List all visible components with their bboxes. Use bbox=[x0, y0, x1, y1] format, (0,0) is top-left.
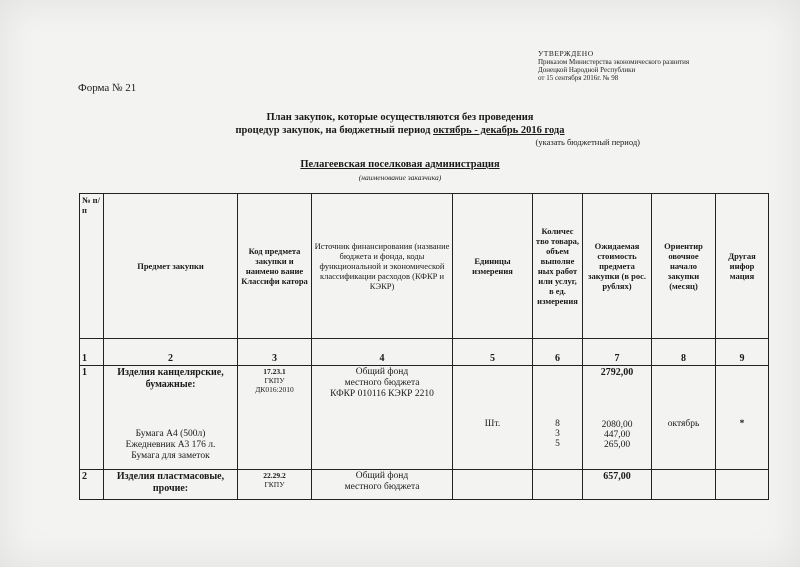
cost-value: 265,00 bbox=[603, 440, 631, 450]
subject-item: Ежедневник А3 176 л. bbox=[125, 440, 216, 450]
approval-line: Приказом Министерства экономического развития bbox=[538, 58, 690, 66]
code-classifier: ГКПУ bbox=[264, 376, 285, 385]
row-source bbox=[312, 470, 453, 500]
row-other bbox=[716, 470, 769, 500]
row-units bbox=[453, 470, 533, 500]
row-schedule bbox=[652, 470, 716, 500]
customer-hint: (наименование заказчика) bbox=[358, 173, 442, 182]
title-line1: План закупок, которые осуществляются без проведения bbox=[266, 112, 534, 123]
document-title bbox=[200, 111, 600, 137]
quantity-value: 3 bbox=[555, 429, 560, 439]
cost-value: 2080,00 bbox=[601, 420, 633, 430]
row-number: 2 bbox=[80, 470, 104, 500]
form-number: Форма № 21 bbox=[78, 82, 137, 94]
row-code bbox=[238, 366, 312, 470]
subject-heading: Изделия пластмасовые, прочие: bbox=[116, 471, 225, 494]
row-source bbox=[312, 366, 453, 470]
code-classifier: ГКПУ bbox=[264, 480, 285, 489]
units-value: Шт. bbox=[484, 419, 501, 429]
column-index: 2 bbox=[104, 339, 238, 366]
schedule-value: октябрь bbox=[667, 419, 700, 429]
source-codes: КФКР 010116 КЭКР 2210 bbox=[330, 389, 434, 399]
code-classifier-id: ДК016:2010 bbox=[255, 385, 294, 394]
approval-heading: УТВЕРЖДЕНО bbox=[538, 49, 594, 58]
row-expected-cost bbox=[583, 470, 652, 500]
procurement-table bbox=[79, 193, 769, 500]
code-value: 22.29.2 bbox=[263, 471, 286, 480]
column-index: 7 bbox=[583, 339, 652, 366]
row-quantity bbox=[533, 470, 583, 500]
table-header-row bbox=[80, 194, 769, 339]
quantity-value: 5 bbox=[555, 439, 560, 449]
code-value: 17.23.1 bbox=[263, 367, 286, 376]
row-subject bbox=[104, 470, 238, 500]
approval-line: от 15 сентября 2016г. № 98 bbox=[538, 74, 619, 82]
table-row bbox=[80, 470, 769, 500]
budget-period: октябрь - декабрь 2016 года bbox=[433, 125, 565, 136]
header-source: Источник финансирования (название бюджета и фонда, коды функциональной и экономической классификации расходов (КФКР и КЭКР) bbox=[312, 194, 453, 339]
row-other bbox=[716, 366, 769, 470]
column-index: 5 bbox=[453, 339, 533, 366]
period-hint: (указать бюджетный период) bbox=[535, 137, 640, 147]
column-index-row bbox=[80, 339, 769, 366]
header-schedule: Ориентир овочное начало закупки (месяц) bbox=[652, 194, 716, 339]
subject-heading: Изделия канцелярские, бумажные: bbox=[117, 367, 224, 390]
row-quantity bbox=[533, 366, 583, 470]
title-line2 bbox=[200, 124, 600, 137]
customer-name: Пелагеевская поселковая администрация bbox=[300, 159, 500, 170]
column-index: 1 bbox=[80, 339, 104, 366]
row-schedule bbox=[652, 366, 716, 470]
title-prefix: процедур закупок, на бюджетный период bbox=[235, 125, 434, 136]
column-index: 3 bbox=[238, 339, 312, 366]
approval-stamp bbox=[538, 50, 748, 82]
row-units bbox=[453, 366, 533, 470]
column-index: 9 bbox=[716, 339, 769, 366]
column-index: 8 bbox=[652, 339, 716, 366]
other-value: * bbox=[739, 419, 745, 429]
column-index: 4 bbox=[312, 339, 453, 366]
table-row bbox=[80, 366, 769, 470]
row-number: 1 bbox=[80, 366, 104, 470]
quantity-value: 8 bbox=[555, 419, 560, 429]
row-expected-cost bbox=[583, 366, 652, 470]
column-index: 6 bbox=[533, 339, 583, 366]
row-code bbox=[238, 470, 312, 500]
header-other: Другая инфор мация bbox=[716, 194, 769, 339]
cost-total: 2792,00 bbox=[600, 367, 634, 378]
header-subject: Предмет закупки bbox=[104, 194, 238, 339]
source-line: Общий фонд bbox=[355, 471, 409, 481]
subject-item: Бумага для заметок bbox=[131, 451, 210, 461]
approval-line: Донецкой Народной Республики bbox=[538, 66, 636, 74]
header-code: Код предмета закупки и наимено вание Классифи катора bbox=[238, 194, 312, 339]
source-line: местного бюджета bbox=[344, 378, 420, 388]
header-quantity: Количес тво товара, объем выполне ных работ или услуг, в ед. измерения bbox=[533, 194, 583, 339]
header-expected-cost: Ожидаемая стоимость предмета закупки (в рос. рублях) bbox=[583, 194, 652, 339]
header-num: № п/п bbox=[80, 194, 104, 339]
source-line: местного бюджета bbox=[344, 482, 420, 492]
source-line: Общий фонд bbox=[355, 367, 409, 377]
cost-value: 447,00 bbox=[603, 430, 631, 440]
header-units: Единицы измерения bbox=[453, 194, 533, 339]
cost-total: 657,00 bbox=[603, 471, 631, 482]
row-subject bbox=[104, 366, 238, 470]
subject-item: Бумага А4 (500л) bbox=[135, 429, 206, 439]
